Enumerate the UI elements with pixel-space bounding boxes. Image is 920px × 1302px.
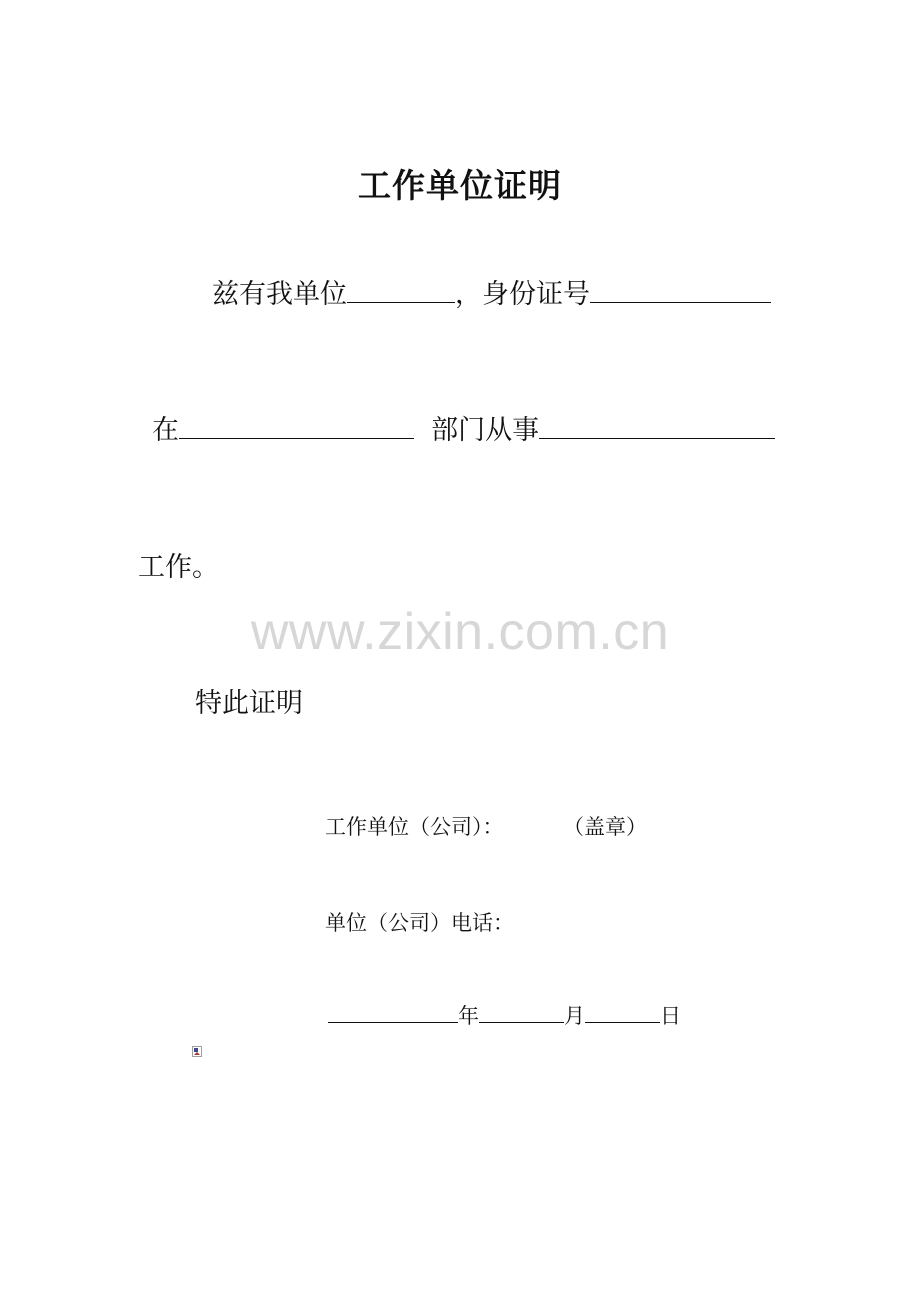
- month-label: 月: [564, 1004, 585, 1028]
- id-number-blank[interactable]: [590, 272, 771, 303]
- seal-label: （盖章）: [563, 815, 647, 839]
- id-number-label: ，身份证号: [455, 279, 590, 310]
- day-blank[interactable]: [585, 1000, 660, 1023]
- intro-line: [212, 272, 771, 311]
- day-label: 日: [660, 1004, 681, 1028]
- year-label: 年: [458, 1004, 479, 1028]
- department-role-label: 部门从事: [431, 415, 540, 446]
- intro-prefix: 兹有我单位: [212, 279, 347, 310]
- year-blank[interactable]: [328, 1000, 458, 1023]
- department-line: [152, 408, 775, 447]
- document-title: 工作单位证明: [358, 166, 562, 205]
- role-blank[interactable]: [539, 408, 775, 439]
- phone-label: 单位（公司）电话：: [325, 911, 514, 935]
- certify-text: 特此证明: [195, 688, 303, 719]
- work-line: 工作。: [138, 552, 219, 583]
- department-blank[interactable]: [179, 408, 414, 439]
- broken-image-icon: [192, 1046, 202, 1057]
- company-label: 工作单位（公司）：: [325, 815, 504, 839]
- employee-name-blank[interactable]: [347, 272, 455, 303]
- watermark: www.zixin.com.cn: [250, 603, 670, 661]
- month-blank[interactable]: [479, 1000, 564, 1023]
- date-line: [328, 1000, 681, 1030]
- at-label: 在: [152, 415, 179, 446]
